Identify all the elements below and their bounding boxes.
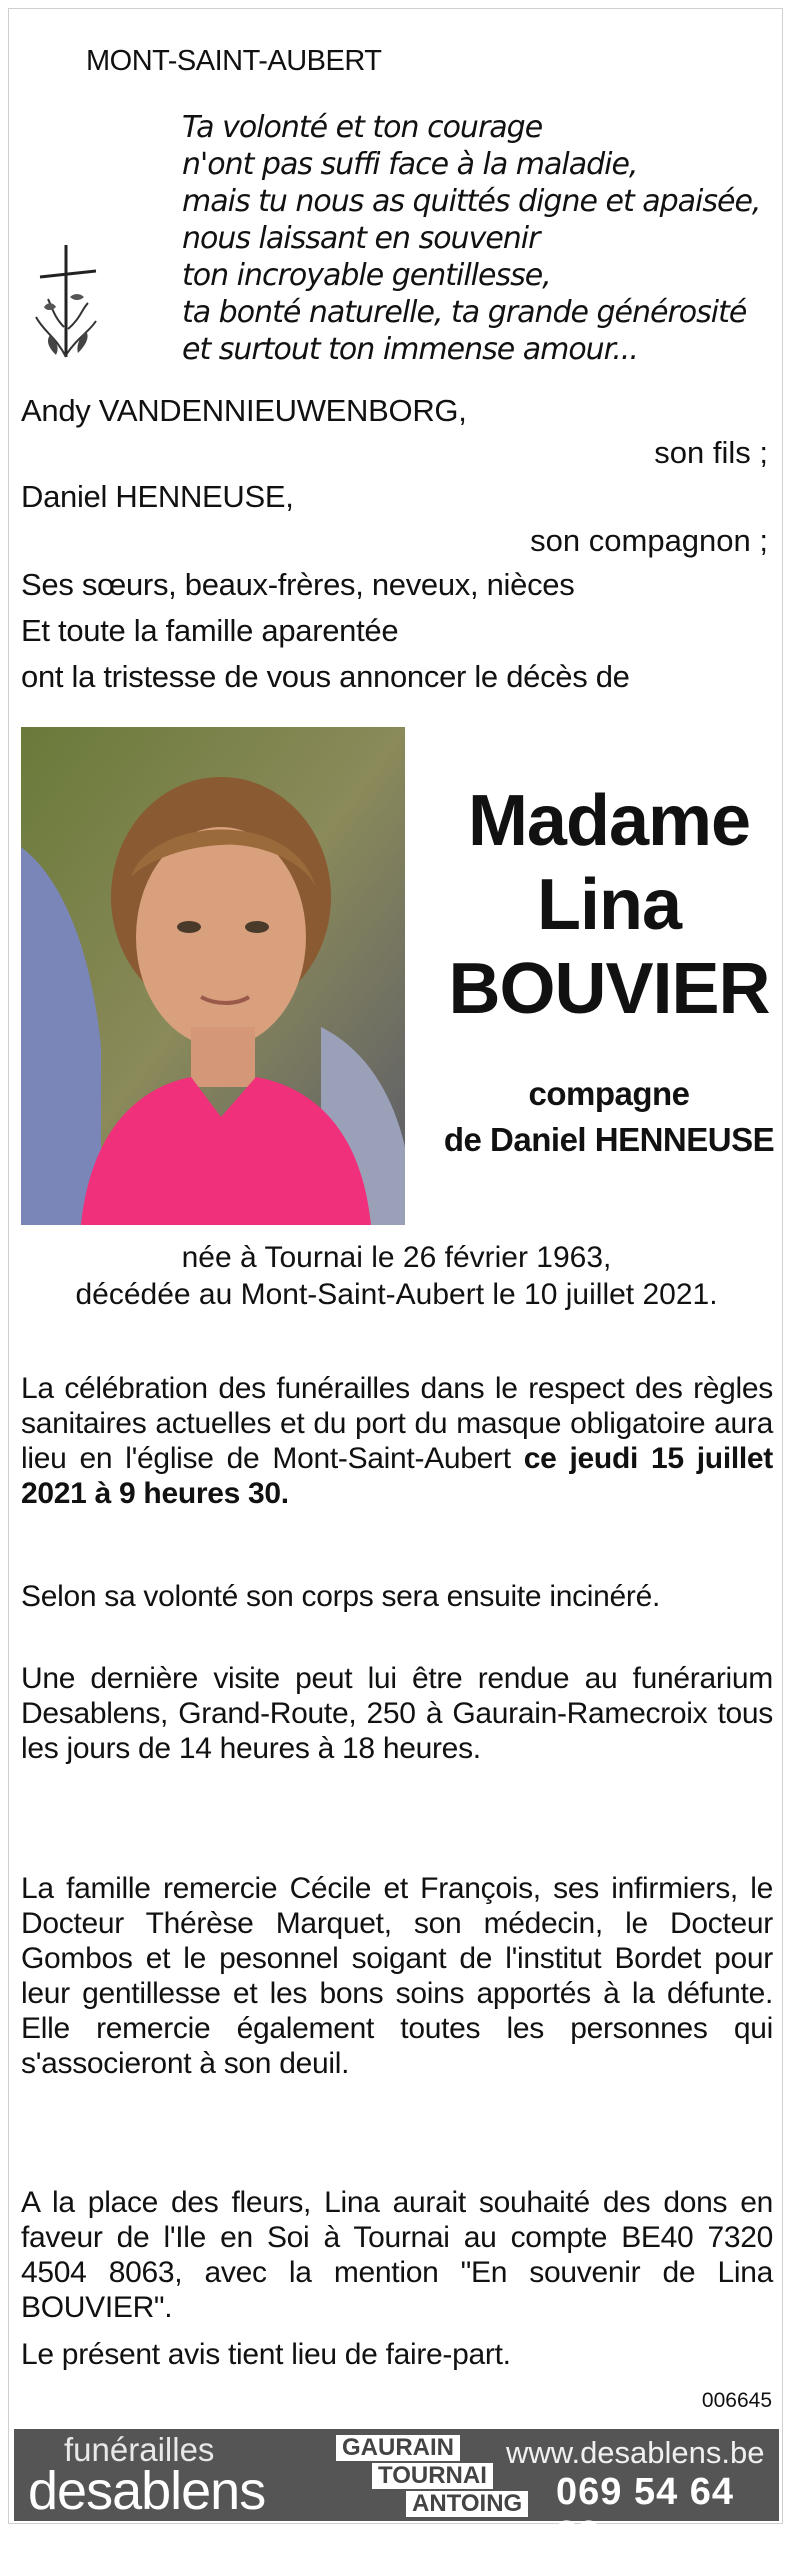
obituary-notice xyxy=(8,8,783,2556)
town-heading: MONT-SAINT-AUBERT xyxy=(86,45,382,77)
poem-line: mais tu nous as quittés digne et apaisée, xyxy=(182,184,761,219)
deceased-first-name: Lina xyxy=(536,865,681,945)
poem-line: n'ont pas suffi face à la maladie, xyxy=(182,147,638,182)
portrait-photo xyxy=(21,727,405,1225)
son-name: Andy VANDENNIEUWENBORG, xyxy=(21,393,467,428)
life-dates xyxy=(9,1239,784,1313)
companion-of xyxy=(429,1071,789,1163)
poem-line: et surtout ton immense amour... xyxy=(182,332,638,367)
deceased-name xyxy=(439,779,779,1031)
deceased-title: Madame xyxy=(467,781,751,861)
visit-paragraph: Une dernière visite peut lui être rendue au funérarium Desablens, Grand-Route, 250 à Gaurain-Ramecroix tous les jours de 14 heures à 18 heures. xyxy=(21,1662,773,1765)
website-link[interactable]: www.desablens.be xyxy=(506,2435,765,2470)
donations-paragraph: A la place des fleurs, Lina aurait souhaité des dons en faveur de l'Ile en Soi à Tournai au compte BE40 7320 4504 8063, avec la mention "En souvenir de Lina BOUVIER". xyxy=(21,2186,773,2324)
birth-line: née à Tournai le 26 février 1963, xyxy=(181,1241,612,1274)
poem-line: ton incroyable gentillesse, xyxy=(182,258,551,293)
funeral-home-banner xyxy=(14,2429,779,2556)
poem xyxy=(182,109,760,368)
companion-name: Daniel HENNEUSE, xyxy=(21,479,294,514)
poem-line: Ta volonté et ton courage xyxy=(182,110,543,145)
location-antoing: ANTOING xyxy=(406,2491,528,2517)
phone-number[interactable]: 069 54 64 22 xyxy=(556,2471,735,2556)
ceremony-date: ce jeudi 15 juillet 2021 à 9 heures 30. xyxy=(21,1442,773,1510)
death-line: décédée au Mont-Saint-Aubert le 10 juillet 2021. xyxy=(75,1278,718,1311)
thanks-paragraph: La famille remercie Cécile et François, ses infirmiers, le Docteur Thérèse Marquet, son médecin, le Docteur Gombos et le pesonnel soigant de l'institut Bordet pour leur gentillesse et les bons soins apportés à la défunte. Elle remercie également toutes les personnes qui s'associeront à son deuil. xyxy=(21,1872,773,2080)
ceremony-paragraph xyxy=(21,1371,773,1511)
location-tournai: TOURNAI xyxy=(372,2463,493,2489)
brand-line1: funérailles xyxy=(64,2431,215,2468)
notice-reference: 006645 xyxy=(701,2389,772,2412)
son-role: son fils ; xyxy=(654,435,768,470)
family-line-siblings: Ses sœurs, beaux-frères, neveux, nièces xyxy=(21,567,575,602)
announcement-line: ont la tristesse de vous annoncer le décès de xyxy=(21,659,630,694)
poem-line: ta bonté naturelle, ta grande générosité xyxy=(182,295,747,330)
companion-role: son compagnon ; xyxy=(530,523,768,558)
ceremony-text: La célébration des funérailles dans le respect des règles sanitaires actuelles et du port du masque obligatoire aura lieu en l'église de Mont-Saint-Aubert xyxy=(21,1372,773,1475)
companion-partner: de Daniel HENNEUSE xyxy=(443,1121,775,1158)
closing-line: Le présent avis tient lieu de faire-part. xyxy=(21,2338,511,2371)
family-line-relatives: Et toute la famille aparentée xyxy=(21,613,399,648)
poem-line: nous laissant en souvenir xyxy=(182,221,540,256)
cross-with-flowers-icon xyxy=(26,237,116,367)
deceased-last-name: BOUVIER xyxy=(448,949,770,1029)
location-gaurain: GAURAIN xyxy=(336,2435,460,2461)
brand-logo: desablens xyxy=(28,2461,266,2521)
companion-label: compagne xyxy=(528,1075,690,1112)
cremation-paragraph: Selon sa volonté son corps sera ensuite incinéré. xyxy=(21,1580,661,1613)
